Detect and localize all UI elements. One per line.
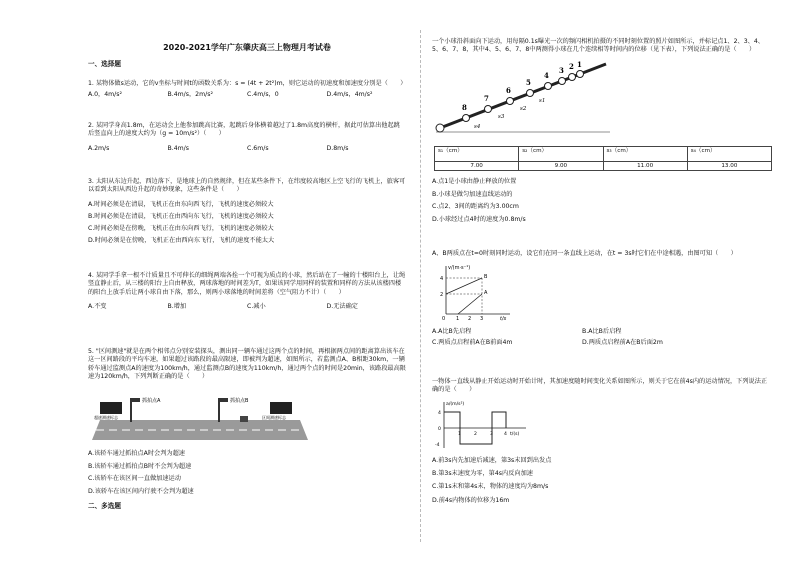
vt-label-a: A xyxy=(484,290,488,296)
question-8-text: 一物体一直线从静止开始运动时开始计时，其加速度随时间变化关系如图所示，则关于它在前4s内的运动情况，下列说法正确的是（ ） xyxy=(432,378,768,394)
vt-xtick-3: 3 xyxy=(480,316,484,322)
incline-strobe-figure xyxy=(434,58,614,138)
left-column xyxy=(88,0,406,562)
label-interval-sign: 区间测速标志 xyxy=(262,415,286,420)
table-header-s4: s₄（cm） xyxy=(687,147,771,162)
at-graph xyxy=(434,400,530,452)
ball-4 xyxy=(545,83,552,90)
column-divider xyxy=(420,30,421,542)
q1-option-a[interactable]: A.0，4m/s² xyxy=(88,91,122,99)
vt-ylabel: v/(m·s⁻¹) xyxy=(448,265,471,271)
mark-5: 5 xyxy=(526,78,531,87)
q2-option-c[interactable]: C.6m/s xyxy=(247,144,269,152)
at-xtick-1: 1 xyxy=(458,432,461,437)
at-xtick-4: 4 xyxy=(504,432,507,437)
q2-option-a[interactable]: A.2m/s xyxy=(88,144,110,152)
question-2 xyxy=(88,122,406,153)
question-1 xyxy=(88,80,406,100)
table-value-s4: 13.00 xyxy=(687,162,771,171)
speed-sign-right-icon xyxy=(270,402,292,414)
mark-8: 8 xyxy=(462,103,467,112)
question-4-text: 4. 某同学手拿一根不计质量且不可伸长的细绳两端各拴一个可视为质点的小球，然后站在了一幢的十楼阳台上，让绳竖直静止后，从三楼的阳台上自由释放，两球落地的时间差为T，如果该同学用同样的装置和同样的方法从该楼四楼的阳台上放手后让两小球自由下落，那么，则两小球落地的时间差将（空气阻力不计）（ ） xyxy=(88,272,406,296)
question-5-options xyxy=(88,448,194,498)
q1-option-b[interactable]: B.4m/s，2m/s² xyxy=(167,91,213,99)
at-ytick-0: 0 xyxy=(438,427,441,432)
q4-option-c[interactable]: C.减小 xyxy=(247,303,266,311)
table-value-s1: 7.00 xyxy=(435,162,519,171)
q1-option-c[interactable]: C.4m/s，0 xyxy=(247,91,279,99)
segment-s2: s2 xyxy=(520,106,527,112)
label-camera-a: 抓拍点A xyxy=(142,398,161,404)
q8-option-b[interactable]: B.第3s末速度为零，第4s内反向加速 xyxy=(432,470,533,478)
vt-ytick-2: 2 xyxy=(440,292,444,298)
table-header-s3: s₃（cm） xyxy=(603,147,687,162)
table-value-s3: 11.00 xyxy=(603,162,687,171)
ball-2 xyxy=(569,74,576,81)
question-4 xyxy=(88,272,406,312)
q6-option-b[interactable]: B.小球是做匀加速直线运动的 xyxy=(432,190,513,198)
at-xlabel: t/(s) xyxy=(510,432,520,437)
vt-xlabel: t/s xyxy=(500,316,507,322)
question-7-text: A、B两质点在t=0时刻同时运动，设它们在同一条直线上运动，在t = 3s时它们在中途相遇，由图可知（ ） xyxy=(432,250,737,257)
q7-option-a[interactable]: A.A比B先启程 xyxy=(432,328,472,335)
ball-1 xyxy=(577,71,584,78)
mark-6: 6 xyxy=(506,86,511,95)
q5-option-b[interactable]: B.该轿车通过抓拍点B时不会判为超速 xyxy=(88,462,192,470)
q5-option-c[interactable]: C.该轿车在该区间一直做加速运动 xyxy=(88,475,181,483)
displacement-table xyxy=(434,146,772,171)
car-icon xyxy=(240,416,248,422)
vt-xtick-2: 2 xyxy=(468,316,472,322)
q4-option-a[interactable]: A.不变 xyxy=(88,303,107,311)
question-8-options xyxy=(432,454,551,507)
q6-option-c[interactable]: C.点2、3间的距离约为3.00cm xyxy=(432,203,519,211)
mark-2: 2 xyxy=(569,62,574,71)
q7-option-d[interactable]: D.两质点启程前A在B后面2m xyxy=(582,339,663,346)
pulley-icon xyxy=(436,124,444,132)
q8-option-c[interactable]: C.第1s末和第4s末，物体的速度均为8m/s xyxy=(432,483,549,491)
right-column xyxy=(432,0,772,562)
q7-option-c[interactable]: C.两质点启程前A在B前面4m xyxy=(432,339,513,346)
mark-4: 4 xyxy=(544,71,549,80)
q6-option-d[interactable]: D.小球经过点4时的速度为0.8m/s xyxy=(432,215,526,223)
question-6-text: 一个小球沿斜面向下运动，用每隔0.1s曝光一次的频闪相机拍摄的不同时刻位置的照片如图所示，并标记点1、2、3、4、5、6、7、8，其中4、5、6、7、8中两测得小球在几个连续相等时间内的位移（见下表），下列说法正确的是（ ） xyxy=(432,38,764,54)
vt-xtick-0: 0 xyxy=(442,316,446,322)
ball-6 xyxy=(507,98,514,105)
q1-option-d[interactable]: D.4m/s，4m/s² xyxy=(326,91,373,99)
question-7-options xyxy=(432,326,722,348)
question-5-text: 5. "区间测速"就是在两个相邻点分别安装探头，测出同一辆车通过这两个点的时间，再根据两点间的距离算出该车在这一区间路段的平均车速，如果超过该路段的最高限速，即被判为超速，如图所示，若监测点A、B相距30km，一辆轿车通过监测点A的速度为100km/h，通过监测点B的速度为110km/h，通过两个点的时间是20min，该路段最高限速为120km/h，下列判断正确的是（ ） xyxy=(88,348,406,381)
mark-7: 7 xyxy=(484,94,489,103)
ball-3 xyxy=(559,78,566,85)
mark-1: 1 xyxy=(577,60,582,69)
table-header-s1: s₁（cm） xyxy=(435,147,519,162)
q5-option-a[interactable]: A.该轿车通过抓拍点A时会判为超速 xyxy=(88,450,185,457)
q4-option-b[interactable]: B.增加 xyxy=(167,303,187,311)
segment-s1: s1 xyxy=(539,98,546,104)
table-value-s2: 9.00 xyxy=(519,162,603,171)
page-title: 2020-2021学年广东肇庆高三上物理月考试卷 xyxy=(163,43,331,52)
at-ytick-neg4: -4 xyxy=(435,443,440,448)
mark-3: 3 xyxy=(559,66,564,75)
segment-s4: s4 xyxy=(474,124,481,130)
question-2-text: 2. 某同学身高1.8m，在运动会上他参加跳高比赛，起跳后身体横着越过了1.8m高度的横杆，据此可估算出他起跳后竖直向上的速度大约为（g = 10m/s²）（ ） xyxy=(88,122,400,138)
camera-b-icon xyxy=(220,398,228,402)
q2-option-b[interactable]: B.4m/s xyxy=(167,144,189,152)
vt-graph-ab xyxy=(434,262,514,322)
camera-pole-b xyxy=(218,398,220,422)
ball-8 xyxy=(463,115,470,122)
q7-option-b[interactable]: B.A比B后启程 xyxy=(582,328,622,335)
table-header-s2: s₂（cm） xyxy=(519,147,603,162)
at-xtick-2: 2 xyxy=(474,432,477,437)
question-6-options xyxy=(432,176,526,226)
at-ytick-4: 4 xyxy=(438,411,441,416)
speed-sign-left-icon xyxy=(100,402,122,414)
camera-pole-a xyxy=(130,398,132,422)
q5-option-d[interactable]: D.该轿车在该区间内行驶不会判为超速 xyxy=(88,487,194,495)
q3-option-a[interactable]: A.时间必须是在清晨，飞机正在由东向西飞行，飞机的速度必须较大 xyxy=(88,200,274,208)
vt-ytick-4: 4 xyxy=(440,276,444,282)
q6-option-a[interactable]: A.点1是小球由静止释放的位置 xyxy=(432,178,517,185)
at-xtick-3: 3 xyxy=(490,432,493,437)
question-1-text: 1. 某物体做s运动，它的v坐标与时间t的函数关系为：s = (4t + 2t²)m，则它运动的初速度和加速度分别是（ ） xyxy=(88,80,407,87)
q8-option-d[interactable]: D.前4s内物体的位移为16m xyxy=(432,496,510,504)
at-ylabel: a/(m/s²) xyxy=(446,402,465,407)
section-multi-choice: 二、多选题 xyxy=(88,502,121,510)
q3-option-b[interactable]: B.时间必须是在清晨，飞机正在由西向东飞行，飞机的速度必须较大 xyxy=(88,212,274,220)
vt-xtick-1: 1 xyxy=(456,316,460,322)
line-a xyxy=(458,294,482,314)
question-3 xyxy=(88,178,406,247)
segment-s3: s3 xyxy=(498,114,505,120)
q2-option-d[interactable]: D.8m/s xyxy=(326,144,349,152)
q3-option-d[interactable]: D.时间必须是在傍晚，飞机正在由西向东飞行，飞机的速度不能太大 xyxy=(88,236,275,244)
question-3-text: 3. 太阳从东边升起，西边落下，是地球上的自然规律，但在某些条件下，在纬度较高地区上空飞行的飞机上，旅客可以看到太阳从西边升起的奇妙现象，这些条件是（ ） xyxy=(88,178,406,194)
q4-option-d[interactable]: D.无法确定 xyxy=(326,303,358,311)
section-single-choice: 一、选择题 xyxy=(88,60,121,68)
ball-5 xyxy=(527,90,534,97)
camera-a-icon xyxy=(132,398,140,402)
ball-7 xyxy=(485,106,492,113)
label-speed-sign: 超速测速标志 xyxy=(94,415,118,420)
vt-label-b: B xyxy=(484,274,488,280)
question-5 xyxy=(88,348,406,382)
q3-option-c[interactable]: C.时间必须是在傍晚，飞机正在由东向西飞行，飞机的速度必须较大 xyxy=(88,224,274,232)
speed-camera-road-figure xyxy=(90,392,310,442)
label-camera-b: 抓拍点B xyxy=(230,398,249,404)
q8-option-a[interactable]: A.前3s内先加速后减速，第3s末回到出发点 xyxy=(432,457,552,464)
line-b xyxy=(446,278,482,294)
